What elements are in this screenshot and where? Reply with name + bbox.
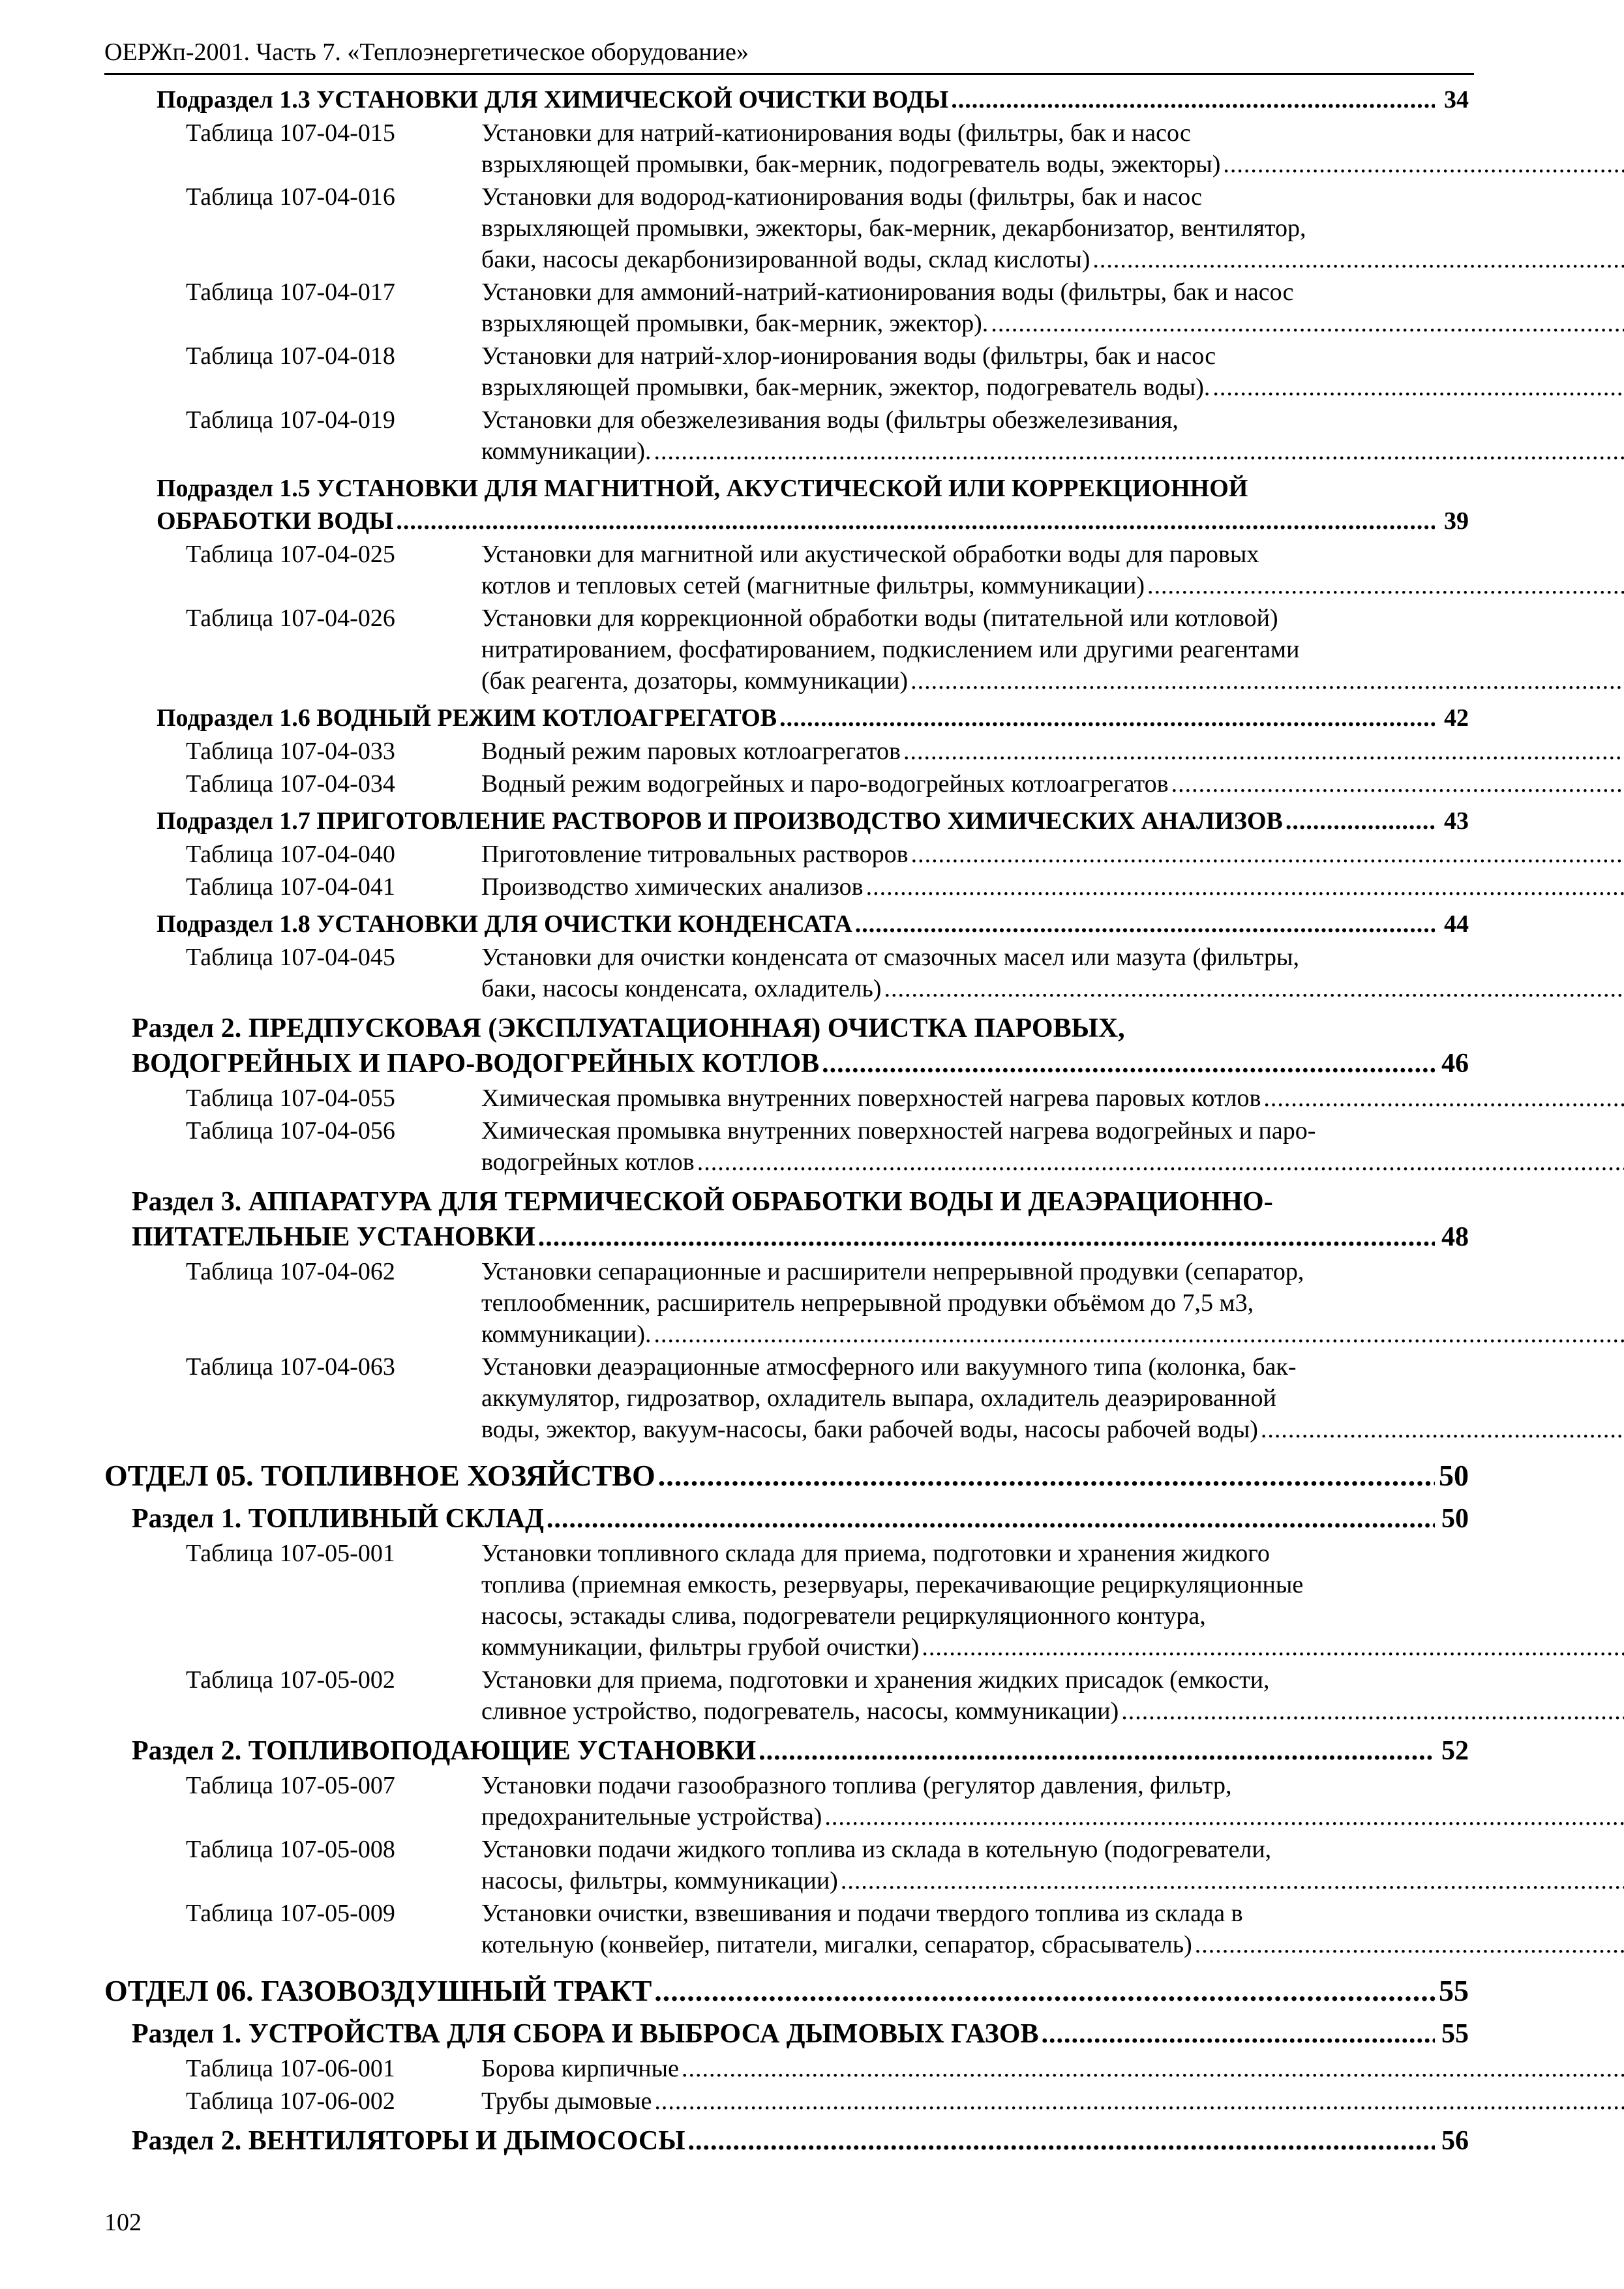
dot-leader xyxy=(759,1733,1435,1769)
toc-page-number: 52 xyxy=(1441,1736,1469,1766)
toc-line xyxy=(132,1046,1469,1081)
toc-line xyxy=(132,1733,1469,1769)
dot-leader xyxy=(991,308,1624,339)
toc-line xyxy=(481,1898,1624,1929)
toc-entry-table xyxy=(186,839,1469,870)
toc-page-number: 46 xyxy=(1441,1049,1469,1079)
toc-page-number: 39 xyxy=(1444,507,1469,535)
toc-line-text: Подраздел 1.5 УСТАНОВКИ ДЛЯ МАГНИТНОЙ, АКУСТИЧЕСКОЙ ИЛИ КОРРЕКЦИОННОЙ xyxy=(157,475,1248,502)
table-code: Таблица 107-04-034 xyxy=(186,770,395,798)
dot-leader xyxy=(547,1501,1435,1536)
table-code: Таблица 107-04-040 xyxy=(186,841,395,868)
table-description xyxy=(481,1351,1624,1445)
toc-line xyxy=(481,539,1624,570)
toc-line-text: Установки подачи газообразного топлива (регулятор давления, фильтр, xyxy=(481,1772,1232,1799)
toc-page-number: 48 xyxy=(1441,1222,1469,1252)
toc-line-text: (бак реагента, дозаторы, коммуникации) xyxy=(481,667,909,695)
toc-line-text: Водный режим водогрейных и паро-водогрейных котлоагрегатов xyxy=(481,770,1169,798)
toc-line-text: Установки для натрий-хлор-ионирования воды (фильтры, бак и насос xyxy=(481,342,1216,370)
toc-page-number: 44 xyxy=(1444,910,1469,938)
toc-line-text: взрыхляющей промывки, эжекторы, бак-мерник, декарбонизатор, вентилятор, xyxy=(481,215,1306,242)
table-description xyxy=(481,603,1624,696)
table-code: Таблица 107-04-018 xyxy=(186,342,395,370)
toc-entry-razdel xyxy=(132,1733,1469,1769)
toc-line xyxy=(481,942,1624,973)
toc-entry-pod xyxy=(157,805,1469,837)
toc-line xyxy=(481,1929,1624,1960)
toc-line-text: Установки для очистки конденсата от смазочных масел или мазута (фильтры, xyxy=(481,944,1299,971)
toc-line-text: ОТДЕЛ 05. ТОПЛИВНОЕ ХОЗЯЙСТВО xyxy=(104,1459,655,1492)
toc-line xyxy=(157,83,1469,116)
toc-line-text: топлива (приемная емкость, резервуары, перекачивающие рециркуляционные xyxy=(481,1571,1304,1598)
toc-line xyxy=(481,603,1624,634)
running-header: ОЕРЖп-2001. Часть 7. «Теплоэнергетическое оборудование» xyxy=(104,38,749,66)
toc-line xyxy=(481,570,1624,601)
toc-line xyxy=(481,149,1624,180)
table-description xyxy=(481,181,1624,275)
toc-line-text: коммуникации). xyxy=(481,438,652,465)
toc-line-text: Раздел 1. УСТРОЙСТВА ДЛЯ СБОРА И ВЫБРОСА ДЫМОВЫХ ГАЗОВ xyxy=(132,2019,1039,2049)
table-description xyxy=(481,2086,1624,2117)
table-description xyxy=(481,1538,1624,1663)
dot-leader xyxy=(687,2123,1435,2159)
toc-page-number: 50 xyxy=(1439,1459,1469,1492)
toc-line xyxy=(132,2016,1469,2052)
toc-line xyxy=(481,340,1624,372)
toc-entry-razdel xyxy=(132,2016,1469,2052)
table-description xyxy=(481,1115,1624,1178)
toc-line xyxy=(481,1383,1624,1414)
dot-leader xyxy=(1171,768,1624,800)
table-description xyxy=(481,736,1624,767)
dot-leader xyxy=(951,83,1435,116)
dot-leader xyxy=(396,505,1435,537)
toc-entry-odtel xyxy=(104,1972,1469,2010)
toc-line-text: Химическая промывка внутренних поверхностей нагрева паровых котлов xyxy=(481,1085,1261,1112)
table-code: Таблица 107-04-055 xyxy=(186,1085,395,1112)
dot-leader xyxy=(1121,1696,1624,1727)
toc-line xyxy=(481,1256,1624,1287)
toc-entry-razdel xyxy=(132,1011,1469,1081)
toc-page-number: 42 xyxy=(1444,704,1469,732)
toc-entry-pod xyxy=(157,702,1469,734)
toc-line xyxy=(481,2053,1624,2084)
dot-leader xyxy=(1195,1929,1624,1960)
dot-leader xyxy=(910,665,1624,696)
toc-line xyxy=(157,505,1469,537)
toc-line xyxy=(481,117,1624,149)
toc-line xyxy=(481,404,1624,436)
toc-entry-table xyxy=(186,2053,1469,2084)
table-description xyxy=(481,404,1624,467)
toc-entry-pod xyxy=(157,472,1469,537)
toc-line xyxy=(481,973,1624,1004)
toc-line-text: котлов и тепловых сетей (магнитные фильтры, коммуникации) xyxy=(481,572,1145,599)
toc-line xyxy=(481,1865,1624,1896)
table-description xyxy=(481,340,1624,403)
dot-leader xyxy=(1212,372,1624,403)
toc-entry-table xyxy=(186,181,1469,275)
toc-line-text: насосы, фильтры, коммуникации) xyxy=(481,1867,838,1894)
toc-line-text: ВОДОГРЕЙНЫХ И ПАРО-ВОДОГРЕЙНЫХ КОТЛОВ xyxy=(132,1049,820,1079)
toc-line-text: баки, насосы конденсата, охладитель) xyxy=(481,975,882,1002)
table-description xyxy=(481,839,1624,870)
toc-line-text: водогрейных котлов xyxy=(481,1148,695,1176)
toc-line-text: Установки для коррекционной обработки воды (питательной или котловой) xyxy=(481,605,1278,632)
toc-line-text: Трубы дымовые xyxy=(481,2087,652,2115)
table-code: Таблица 107-04-062 xyxy=(186,1258,395,1285)
toc-line xyxy=(481,1538,1624,1569)
toc-entry-razdel xyxy=(132,2123,1469,2159)
toc-line xyxy=(132,1219,1469,1255)
toc-entry-table xyxy=(186,603,1469,696)
toc-line-text: Водный режим паровых котлоагрегатов xyxy=(481,738,901,765)
toc-entry-table xyxy=(186,277,1469,339)
dot-leader xyxy=(654,2086,1624,2117)
toc-line-text: взрыхляющей промывки, бак-мерник, эжектор). xyxy=(481,310,989,337)
table-code: Таблица 107-06-002 xyxy=(186,2087,395,2115)
page-number: 102 xyxy=(104,2209,142,2236)
toc-line xyxy=(481,1351,1624,1383)
table-description xyxy=(481,1770,1624,1833)
toc-page-number: 56 xyxy=(1441,2126,1469,2156)
dot-leader xyxy=(1147,570,1624,601)
toc-line-text: предохранительные устройства) xyxy=(481,1803,822,1831)
dot-leader xyxy=(654,1972,1435,2010)
toc-line xyxy=(481,277,1624,308)
toc-line-text: Подраздел 1.6 ВОДНЫЙ РЕЖИМ КОТЛОАГРЕГАТОВ xyxy=(157,704,777,732)
toc-line xyxy=(481,244,1624,275)
toc-entry-table xyxy=(186,340,1469,403)
toc-line xyxy=(481,1319,1624,1350)
dot-leader xyxy=(822,1046,1435,1081)
dot-leader xyxy=(824,1801,1624,1833)
toc-page-number: 55 xyxy=(1439,1974,1469,2007)
dot-leader xyxy=(1261,1414,1624,1445)
toc-line xyxy=(132,2123,1469,2159)
toc-line-text: Установки для магнитной или акустической обработки воды для паровых xyxy=(481,541,1259,568)
toc-line xyxy=(132,1011,1469,1046)
toc-page-number: 50 xyxy=(1441,1504,1469,1534)
toc-line xyxy=(481,634,1624,665)
toc-entry-table xyxy=(186,539,1469,601)
toc-line-text: взрыхляющей промывки, бак-мерник, эжектор, подогреватель воды). xyxy=(481,374,1210,401)
dot-leader xyxy=(903,736,1624,767)
toc-line xyxy=(481,1569,1624,1600)
table-code: Таблица 107-04-041 xyxy=(186,873,395,901)
toc-entry-table xyxy=(186,1256,1469,1350)
toc-entry-table xyxy=(186,1834,1469,1896)
dot-leader xyxy=(866,871,1624,903)
table-code: Таблица 107-04-026 xyxy=(186,605,395,632)
table-description xyxy=(481,768,1624,800)
dot-leader xyxy=(884,973,1624,1004)
toc-line-text: Подраздел 1.3 УСТАНОВКИ ДЛЯ ХИМИЧЕСКОЙ ОЧИСТКИ ВОДЫ xyxy=(157,86,949,113)
dot-leader xyxy=(1041,2016,1435,2052)
toc-entry-pod xyxy=(157,83,1469,116)
toc-line xyxy=(481,1801,1624,1833)
toc-entry-table xyxy=(186,942,1469,1004)
toc-line-text: насосы, эстакады слива, подогреватели рециркуляционного контура, xyxy=(481,1602,1206,1630)
toc-line-text: Установки для водород-катионирования воды (фильтры, бак и насос xyxy=(481,183,1203,211)
table-code: Таблица 107-05-002 xyxy=(186,1666,395,1694)
toc-line xyxy=(481,2086,1624,2117)
toc-line-text: Химическая промывка внутренних поверхностей нагрева водогрейных и паро- xyxy=(481,1117,1316,1144)
toc-line xyxy=(481,1287,1624,1319)
table-description xyxy=(481,1083,1624,1114)
dot-leader xyxy=(1223,149,1624,180)
toc-line-text: Установки топливного склада для приема, подготовки и хранения жидкого xyxy=(481,1540,1270,1567)
toc-line xyxy=(481,181,1624,213)
toc-line xyxy=(481,213,1624,244)
toc-line-text: взрыхляющей промывки, бак-мерник, подогреватель воды, эжекторы) xyxy=(481,151,1221,178)
toc-line xyxy=(481,1632,1624,1663)
toc-page-number: 34 xyxy=(1444,86,1469,113)
table-code: Таблица 107-05-008 xyxy=(186,1836,395,1863)
toc-line-text: Борова кирпичные xyxy=(481,2055,679,2082)
table-code: Таблица 107-04-056 xyxy=(186,1117,395,1144)
dot-leader xyxy=(1286,805,1435,837)
toc-entry-table xyxy=(186,1351,1469,1445)
dot-leader xyxy=(779,702,1435,734)
toc-entry-razdel xyxy=(132,1501,1469,1536)
dot-leader xyxy=(654,1319,1624,1350)
toc-line-text: воды, эжектор, вакуум-насосы, баки рабочей воды, насосы рабочей воды) xyxy=(481,1416,1258,1443)
toc-line-text: Раздел 3. АППАРАТУРА ДЛЯ ТЕРМИЧЕСКОЙ ОБРАБОТКИ ВОДЫ И ДЕАЭРАЦИОННО- xyxy=(132,1187,1273,1217)
toc-line xyxy=(481,1770,1624,1801)
toc-line xyxy=(481,372,1624,403)
toc-entry-table xyxy=(186,1898,1469,1960)
toc-entry-table xyxy=(186,768,1469,800)
toc-line-text: нитратированием, фосфатированием, подкислением или другими реагентами xyxy=(481,636,1300,663)
table-code: Таблица 107-06-001 xyxy=(186,2055,395,2082)
table-code: Таблица 107-05-009 xyxy=(186,1900,395,1927)
table-code: Таблица 107-05-001 xyxy=(186,1540,395,1567)
toc-line-text: Раздел 2. ПРЕДПУСКОВАЯ (ЭКСПЛУАТАЦИОННАЯ) ОЧИСТКА ПАРОВЫХ, xyxy=(132,1013,1125,1043)
table-code: Таблица 107-05-007 xyxy=(186,1772,395,1799)
toc-line xyxy=(481,1834,1624,1865)
dot-leader xyxy=(922,1632,1624,1663)
toc-line xyxy=(157,702,1469,734)
toc-line-text: Установки деаэрационные атмосферного или вакуумного типа (колонка, бак- xyxy=(481,1353,1297,1381)
dot-leader xyxy=(697,1146,1624,1178)
toc-line-text: Раздел 2. ВЕНТИЛЯТОРЫ И ДЫМОСОСЫ xyxy=(132,2126,685,2156)
toc-line-text: Установки очистки, взвешивания и подачи твердого топлива из склада в xyxy=(481,1900,1243,1927)
toc-line xyxy=(481,1600,1624,1632)
toc-line-text: ПИТАТЕЛЬНЫЕ УСТАНОВКИ xyxy=(132,1222,535,1252)
table-description xyxy=(481,1664,1624,1727)
toc-line-text: коммуникации, фильтры грубой очистки) xyxy=(481,1634,920,1661)
toc-line xyxy=(481,839,1624,870)
toc-line-text: ОТДЕЛ 06. ГАЗОВОЗДУШНЫЙ ТРАКТ xyxy=(104,1974,652,2007)
toc-line-text: Приготовление титровальных растворов xyxy=(481,841,909,868)
toc-entry-table xyxy=(186,736,1469,767)
toc-entry-table xyxy=(186,404,1469,467)
toc-entry-table xyxy=(186,1115,1469,1178)
table-description xyxy=(481,871,1624,903)
toc-line xyxy=(481,308,1624,339)
dot-leader xyxy=(682,2053,1624,2084)
toc-line-text: Установки подачи жидкого топлива из склада в котельную (подогреватели, xyxy=(481,1836,1272,1863)
toc-line-text: котельную (конвейер, питатели, мигалки, сепаратор, сбрасыватель) xyxy=(481,1931,1192,1958)
dot-leader xyxy=(855,908,1435,940)
toc-line xyxy=(481,1414,1624,1445)
toc-line xyxy=(132,1184,1469,1219)
toc-line xyxy=(481,768,1624,800)
toc-line-text: коммуникации). xyxy=(481,1321,652,1348)
table-code: Таблица 107-04-033 xyxy=(186,738,395,765)
toc-entry-pod xyxy=(157,908,1469,940)
table-code: Таблица 107-04-017 xyxy=(186,278,395,306)
toc-line xyxy=(481,871,1624,903)
toc-line xyxy=(157,472,1469,505)
toc-line-text: аккумулятор, гидрозатвор, охладитель выпара, охладитель деаэрированной xyxy=(481,1384,1276,1412)
dot-leader xyxy=(911,839,1624,870)
dot-leader xyxy=(658,1457,1435,1495)
toc-line xyxy=(104,1457,1469,1495)
dot-leader xyxy=(841,1865,1624,1896)
toc-line-text: Раздел 2. ТОПЛИВОПОДАЮЩИЕ УСТАНОВКИ xyxy=(132,1736,757,1766)
toc-line-text: баки, насосы декарбонизированной воды, склад кислоты) xyxy=(481,246,1090,273)
table-description xyxy=(481,117,1624,180)
toc-entry-table xyxy=(186,1538,1469,1663)
toc-line-text: Установки для аммоний-натрий-катионирования воды (фильтры, бак и насос xyxy=(481,278,1294,306)
toc-line xyxy=(481,1083,1624,1114)
toc-entry-table xyxy=(186,1083,1469,1114)
toc-line-text: сливное устройство, подогреватель, насосы, коммуникации) xyxy=(481,1698,1119,1725)
table-description xyxy=(481,539,1624,601)
toc-line-text: Подраздел 1.7 ПРИГОТОВЛЕНИЕ РАСТВОРОВ И ПРОИЗВОДСТВО ХИМИЧЕСКИХ АНАЛИЗОВ xyxy=(157,807,1283,835)
toc-line xyxy=(481,436,1624,467)
toc-line-text: Раздел 1. ТОПЛИВНЫЙ СКЛАД xyxy=(132,1504,544,1534)
dot-leader xyxy=(1092,244,1624,275)
toc-line xyxy=(157,805,1469,837)
table-code: Таблица 107-04-019 xyxy=(186,406,395,434)
toc-page-number: 55 xyxy=(1441,2019,1469,2049)
toc-entry-table xyxy=(186,1664,1469,1727)
table-description xyxy=(481,1256,1624,1350)
toc-entry-table xyxy=(186,1770,1469,1833)
toc-line-text: Установки для натрий-катионирования воды (фильтры, бак и насос xyxy=(481,119,1191,147)
toc-line-text: Установки для приема, подготовки и хранения жидких присадок (емкости, xyxy=(481,1666,1270,1694)
table-of-contents xyxy=(0,78,1624,2159)
toc-line xyxy=(104,1972,1469,2010)
table-code: Таблица 107-04-025 xyxy=(186,541,395,568)
toc-line-text: Установки сепарационные и расширители непрерывной продувки (сепаратор, xyxy=(481,1258,1304,1285)
toc-entry-table xyxy=(186,117,1469,180)
toc-line xyxy=(481,665,1624,696)
table-code: Таблица 107-04-016 xyxy=(186,183,395,211)
toc-entry-table xyxy=(186,2086,1469,2117)
table-description xyxy=(481,942,1624,1004)
table-description xyxy=(481,2053,1624,2084)
toc-line-text: Производство химических анализов xyxy=(481,873,864,901)
toc-line-text: Подраздел 1.8 УСТАНОВКИ ДЛЯ ОЧИСТКИ КОНДЕНСАТА xyxy=(157,910,852,938)
header-rule xyxy=(104,73,1474,75)
toc-line xyxy=(481,1664,1624,1696)
toc-line xyxy=(481,736,1624,767)
toc-line xyxy=(157,908,1469,940)
toc-line xyxy=(132,1501,1469,1536)
toc-page-number: 43 xyxy=(1444,807,1469,835)
toc-line xyxy=(481,1115,1624,1146)
toc-line-text: Установки для обезжелезивания воды (фильтры обезжелезивания, xyxy=(481,406,1179,434)
toc-line-text: теплообменник, расширитель непрерывной продувки объёмом до 7,5 м3, xyxy=(481,1289,1254,1317)
table-description xyxy=(481,1898,1624,1960)
toc-entry-razdel xyxy=(132,1184,1469,1255)
toc-entry-table xyxy=(186,871,1469,903)
table-description xyxy=(481,277,1624,339)
table-description xyxy=(481,1834,1624,1896)
table-code: Таблица 107-04-015 xyxy=(186,119,395,147)
table-code: Таблица 107-04-063 xyxy=(186,1353,395,1381)
toc-entry-odtel xyxy=(104,1457,1469,1495)
dot-leader xyxy=(538,1219,1435,1255)
toc-line xyxy=(481,1696,1624,1727)
dot-leader xyxy=(654,436,1624,467)
dot-leader xyxy=(1263,1083,1624,1114)
table-code: Таблица 107-04-045 xyxy=(186,944,395,971)
toc-line xyxy=(481,1146,1624,1178)
toc-line-text: ОБРАБОТКИ ВОДЫ xyxy=(157,507,394,535)
